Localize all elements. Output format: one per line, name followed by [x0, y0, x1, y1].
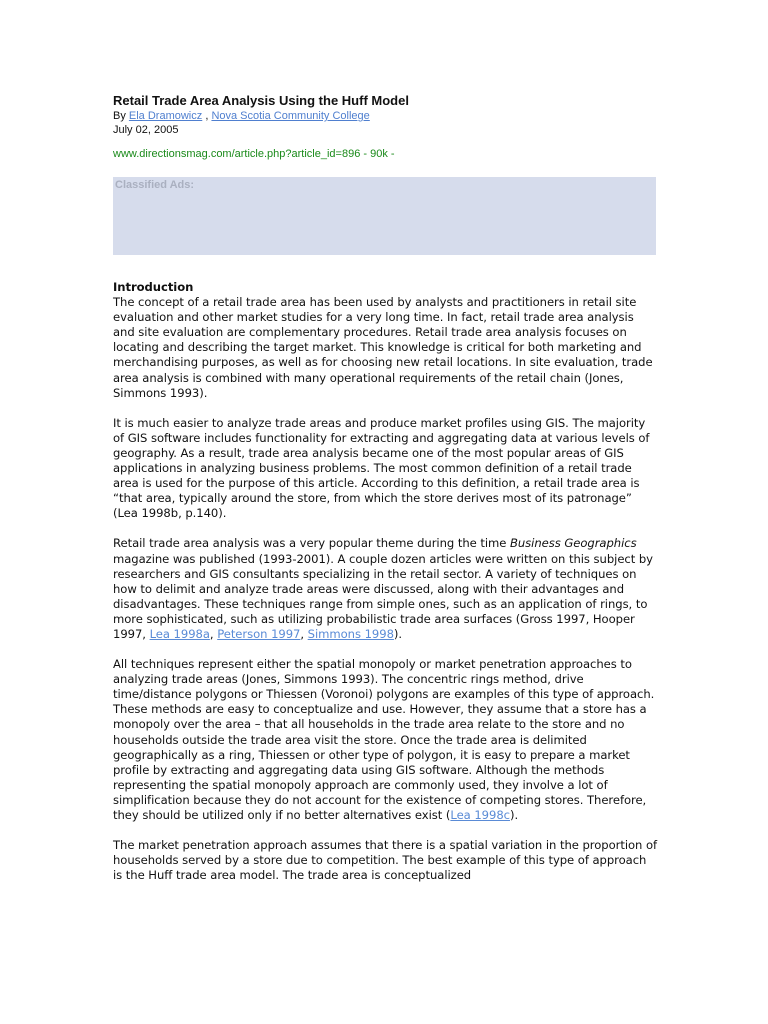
article-body	[113, 280, 658, 883]
section-heading: Introduction	[113, 280, 194, 294]
paragraph-3-sep-1: ,	[209, 626, 218, 641]
paragraph-3-end: ).	[393, 626, 403, 641]
paragraph-3	[113, 536, 658, 642]
source-url: www.directionsmag.com/article.php?article_id=896 - 90k -	[113, 148, 395, 160]
byline	[113, 109, 658, 123]
paragraph-4	[113, 657, 658, 823]
paragraph-3-sep-2: ,	[300, 626, 308, 641]
paragraph-1: The concept of a retail trade area has been used by analysts and practitioners in retail site evaluation and other market studies for a very long time. In fact, retail trade area analysis and site evaluation are complementary procedures. Retail trade area analysis focuses on locating and describing the target market. This knowledge is critical for both marketing and merchandising purposes, as well as for choosing new retail locations. In site evaluation, trade area analysis is combined with many operational requirements of the retail chain (Jones, Simmons 1993).	[113, 295, 653, 400]
magazine-title: Business Geographics	[509, 536, 637, 551]
reference-link-peterson-1997[interactable]: Peterson 1997	[217, 626, 301, 641]
reference-link-lea-1998c[interactable]: Lea 1998c	[450, 808, 510, 822]
paragraph-3-text-a: Retail trade area analysis was a very popular theme during the time	[113, 536, 510, 551]
paragraph-4-text: All techniques represent either the spatial monopoly or market penetration approaches to analyzing trade areas (Jones, Simmons 1993). The concentric rings method, drive time/distance polygons or Thiessen (Voronoi) polygons are examples of this type of approach. These methods are easy to conceptualize and use. However, they assume that a store has a monopoly over the area – that all households in the trade area relate to the store and no households outside the trade area visit the store. Once the trade area is delimited geographically as a ring, Thiessen or other type of polygon, it is easy to prepare a market profile by extracting and aggregating data using GIS software. Although the methods representing the spatial monopoly approach are commonly used, they involve a lot of simplification because they do not account for the existence of competing stores. Therefore, they should be utilized only if no better alternatives exist (	[113, 657, 655, 822]
paragraph-3-text-b: magazine was published (1993-2001). A couple dozen articles were written on this subject by researchers and GIS consultants specializing in the retail sector. A variety of techniques on how to delimit and analyze trade areas were discussed, along with their advantages and disadvantages. These techniques range from simple ones, such as an application of rings, to more sophisticated, such as utilizing probabilistic trade area surfaces (Gross 1997, Hooper 1997,	[113, 551, 653, 641]
paragraph-4-end: ).	[509, 808, 519, 822]
article-title: Retail Trade Area Analysis Using the Huff Model	[113, 93, 409, 108]
reference-link-simmons-1998[interactable]: Simmons 1998	[307, 626, 394, 641]
paragraph-5: The market penetration approach assumes that there is a spatial variation in the proportion of households served by a store due to competition. The best example of this type of approach is the Huff trade area model. The trade area is conceptualized	[113, 838, 658, 883]
paragraph-2: It is much easier to analyze trade areas and produce market profiles using GIS. The majority of GIS software includes functionality for extracting and aggregating data at various levels of geography. As a result, trade area analysis became one of the most popular areas of GIS applications in analyzing business problems. The most common definition of a retail trade area is used for the purpose of this article. According to this definition, a retail trade area is “that area, typically around the store, from which the store derives most of its patronage” (Lea 1998b, p.140).	[113, 415, 650, 521]
classified-ads-label: Classified Ads:	[115, 179, 195, 191]
reference-link-lea-1998a[interactable]: Lea 1998a	[149, 626, 210, 641]
institution-link[interactable]: Nova Scotia Community College	[211, 110, 370, 122]
author-link[interactable]: Ela Dramowicz	[128, 110, 203, 122]
article-container	[113, 93, 658, 898]
article-date: July 02, 2005	[113, 124, 179, 136]
byline-prefix: By	[113, 110, 129, 122]
byline-separator: ,	[202, 110, 212, 122]
classified-ads-box	[113, 177, 656, 255]
